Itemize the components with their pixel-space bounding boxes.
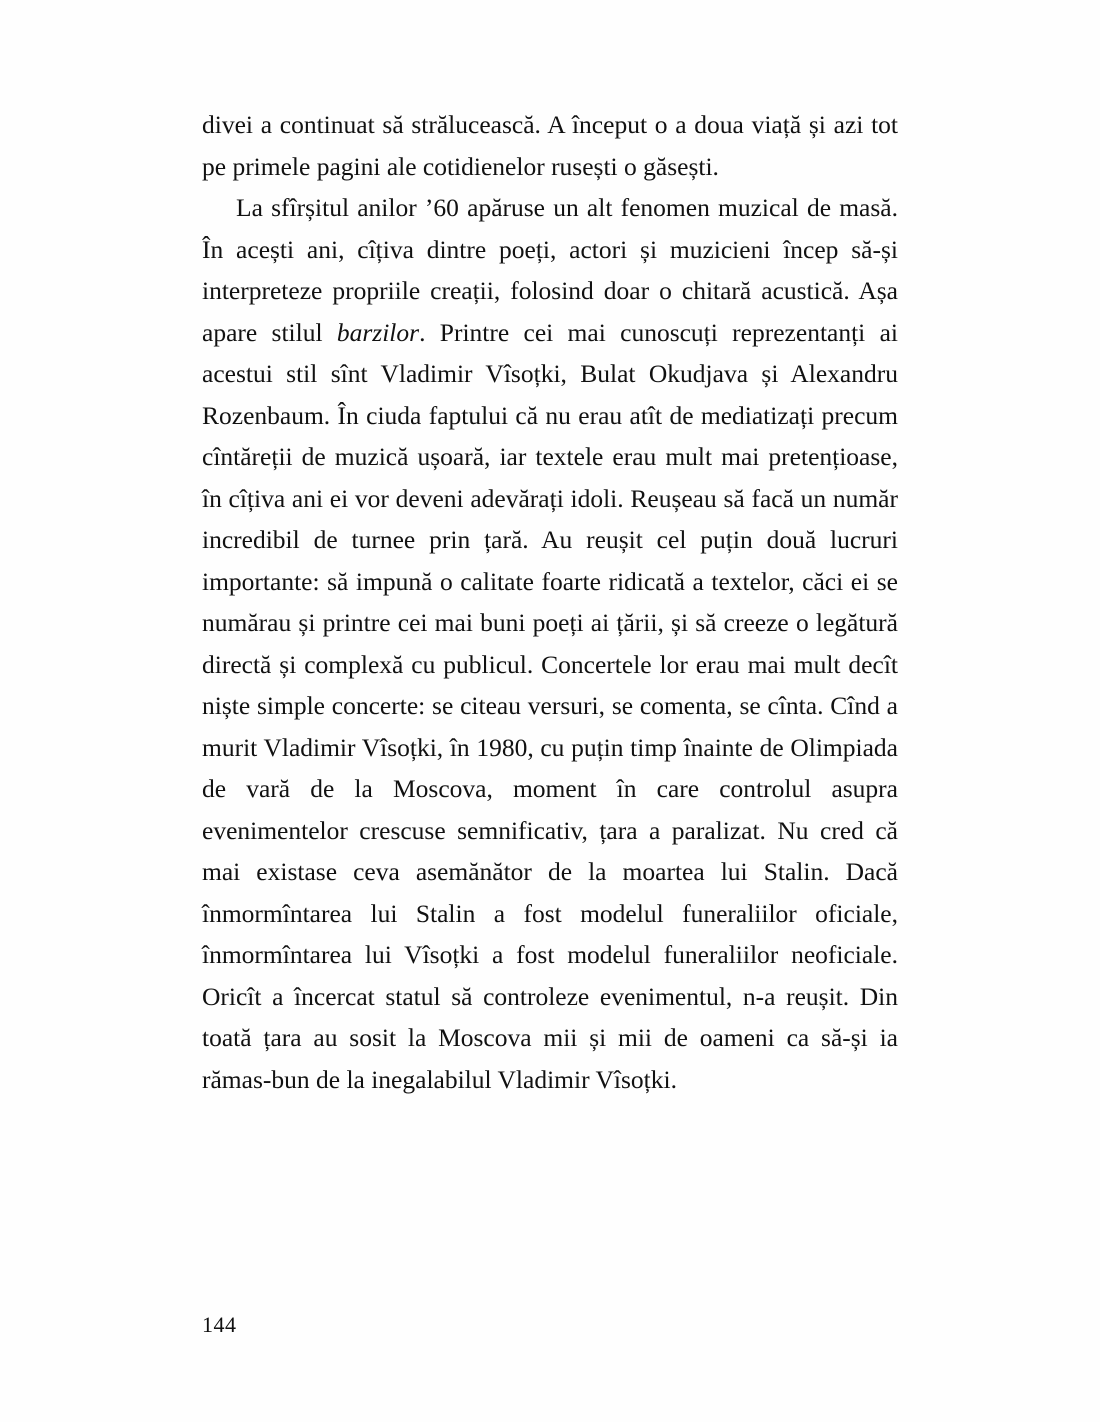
paragraph-1-text: divei a continuat să strălucească. A început o a doua viață și azi tot pe primele pagini ale cotidienelor rusești o găsești. <box>202 110 898 181</box>
page-number: 144 <box>202 1312 237 1337</box>
paragraph-2-text-part-2: . Printre cei mai cunoscuți reprezentanți ai acestui stil sînt Vladimir Vîsoțki, Bulat Okudjava și Alexandru Rozenbaum. În ciuda faptului că nu erau atît de mediatizați precum cîntăreții de muzică ușoară, iar textele erau mult mai pretențioase, în cîțiva ani ei vor deveni adevărați idoli. Reușeau să facă un număr incredibil de turnee prin țară. Au reușit cel puțin două lucruri importante: să impună o calitate foarte ridicată a textelor, căci ei se numărau și printre cei mai buni poeți ai țării, și să creeze o legătură directă și complexă cu publicul. Concertele lor erau mai mult decît niște simple concerte: se citeau versuri, se comenta, se cînta. Cînd a murit Vladimir Vîsoțki, în 1980, cu puțin timp înainte de Olimpiada de vară de la Moscova, moment în care controlul asupra evenimentelor crescuse semnificativ, țara a paralizat. Nu cred că mai existase ceva asemănător de la moartea lui Stalin. Dacă înmormîntarea lui Stalin a fost modelul funeraliilor oficiale, înmormîntarea lui Vîsoțki a fost modelul funeraliilor neoficiale. Oricît a încercat statul să controleze evenimentul, n-a reușit. Din toată țara au sosit la Moscova mii și mii de oameni ca să-și ia rămas-bun de la inegalabilul Vladimir Vîsoțki. <box>202 317 898 1094</box>
paragraph-2-text-part-1: La sfîrșitul anilor ’60 apăruse un alt fenomen muzical de masă. În acești ani, cîțiva dintre poeți, actori și muzicieni încep să-și interpreteze propriile creații, folosind doar o chitară acustică. Așa apare stilul <box>202 193 898 347</box>
body-text-column <box>202 104 898 1100</box>
paragraph-1 <box>202 104 898 187</box>
paragraph-2 <box>202 187 898 1100</box>
emphasis-barzilor: barzilor <box>336 317 420 347</box>
